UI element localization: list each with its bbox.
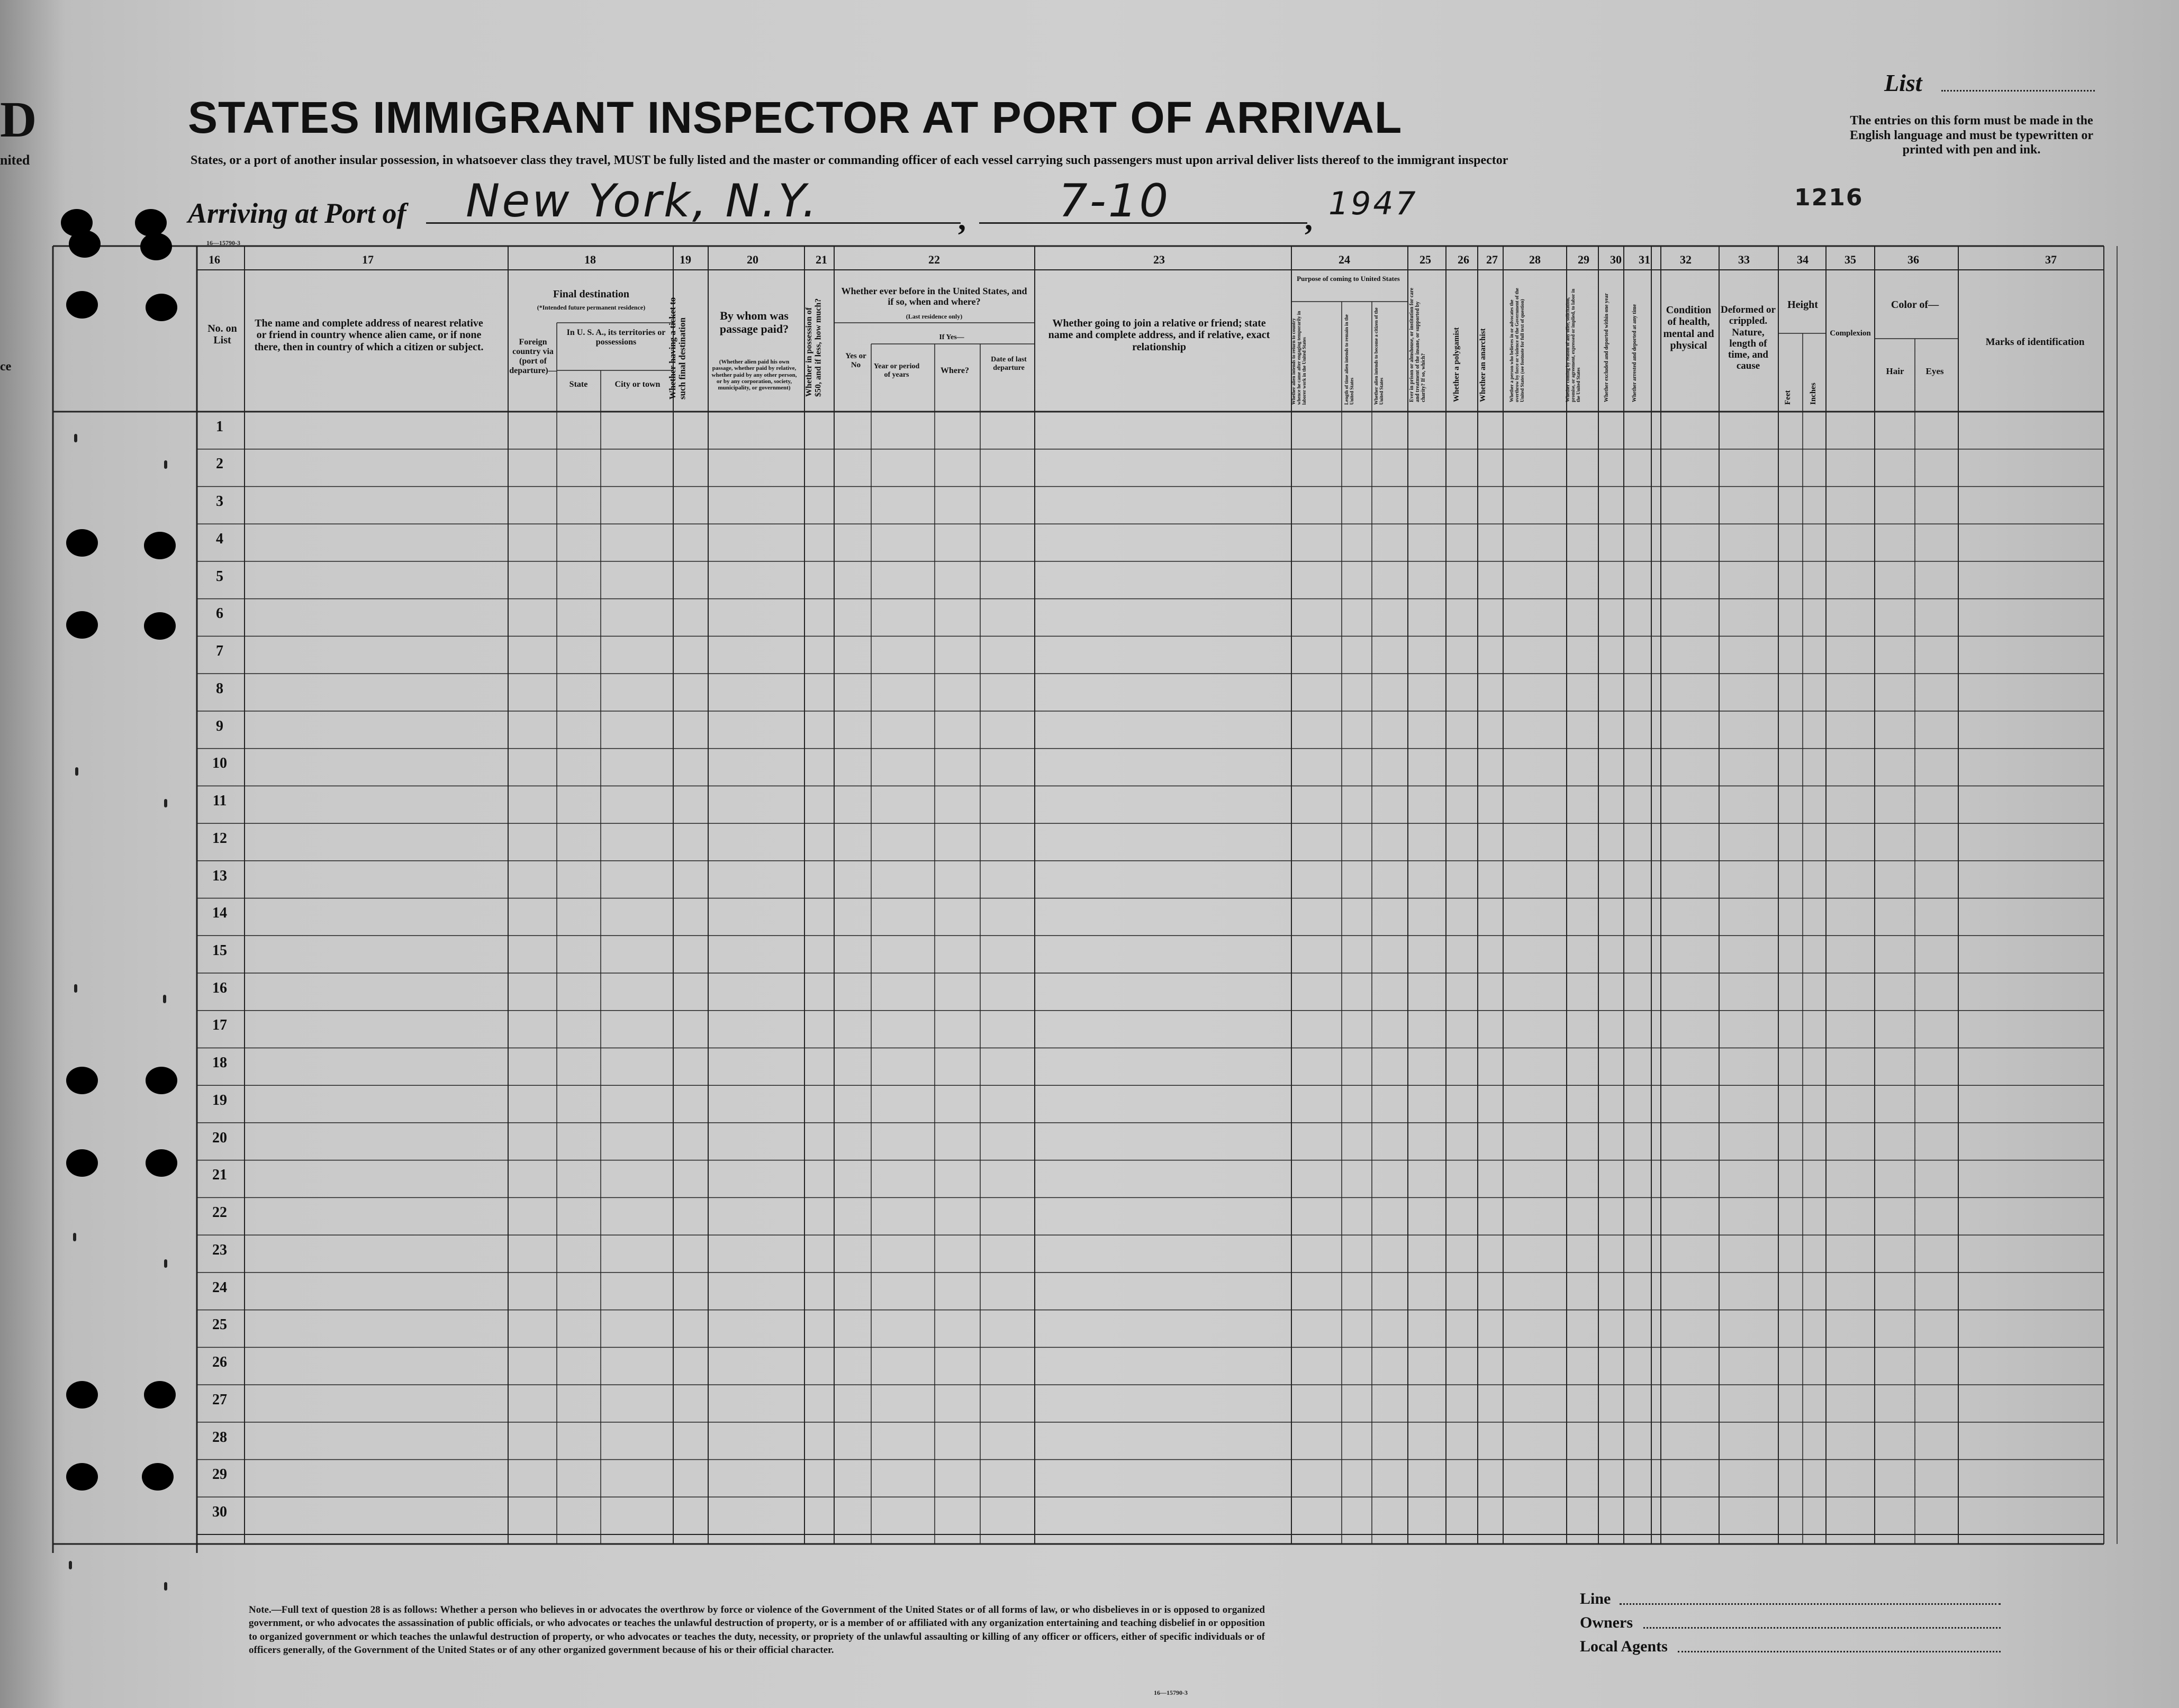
pin-mark [74,984,77,993]
header-ever-before: Whether ever before in the United States, and if so, when and where? [841,286,1027,307]
row-number: 11 [212,793,227,810]
pin-mark [69,1561,72,1569]
row-number: 13 [212,867,227,884]
header-no-on-list: No. on List [207,323,237,347]
row-number: 8 [216,680,223,697]
row-number: 29 [212,1466,227,1483]
header-purpose-sub-2: Length of time alien intends to remain in the United States [1344,314,1354,405]
colnum-24: 24 [1339,253,1350,266]
comma-2: , [1305,202,1313,237]
header-inches: Inches [1809,383,1818,405]
row-number: 21 [212,1167,227,1184]
header-final-destination: Final destination [553,288,629,300]
colnum-35: 35 [1845,253,1856,266]
row-number: 26 [212,1354,227,1371]
header-color-of: Color of— [1891,299,1939,311]
header-last-residence: (Last residence only) [906,313,963,320]
punch-hole [146,1067,177,1094]
handwritten-port: New York, N.Y. [466,175,819,228]
row-number: 6 [216,605,223,622]
footnote-question-28: Note.—Full text of question 28 is as follows: Whether a person who believes in or advocates the overthrow by force or violence of the Government of the United States or of all forms of law, or who disbelieves in or is opposed to organized government, or who advocates the assassination of public officials, or who advocates or teaches the unlawful destruction of property, or is a member of or affiliated with any organization entertaining and teaching disbelief in or opposition to organized government or which teaches the unlawful destruction of property, or who advocates or teaches the duty, necessity, or propriety of the unlawful assaulting or killing of any officer or officers, either of specific individuals or of officers generally, of the Government of the United States or of any other organized government because of his or their official character. [249,1604,1265,1656]
row-number: 2 [216,456,223,473]
colnum-36: 36 [1907,253,1919,266]
header-feet: Feet [1784,390,1792,405]
punch-hole [66,291,98,319]
header-hair: Hair [1886,366,1904,376]
row-number: 22 [212,1204,227,1221]
row-number: 20 [212,1129,227,1146]
header-purpose: Purpose of coming to United States [1297,275,1400,283]
header-state: State [569,380,588,389]
header-purpose-sub-1: Whether alien intends to return to country whence he came after engaging temporarily in laborer work in the United States [1291,311,1307,405]
punch-hole [146,294,177,321]
header-ticket: Whether having a ticket to such final destination [667,297,688,399]
colnum-37: 37 [2045,253,2057,266]
header-passage-paid-sub: (Whether alien paid his own passage, whether paid by relative, whether paid by any other person, or by any corporation, society, municipality, or government) [711,359,797,392]
colnum-25: 25 [1419,253,1431,266]
comma-1: , [958,202,966,237]
row-number: 30 [212,1503,227,1520]
agent-owners-label: Owners [1580,1614,1633,1631]
arriving-label: Arriving at Port of [188,197,406,229]
row-number: 18 [212,1055,227,1071]
colnum-29: 29 [1578,253,1589,266]
agent-line-label: Line [1580,1590,1611,1607]
header-foreign-country: Foreign country via (port of departure)— [509,338,557,375]
row-number: 1 [216,418,223,435]
row-number: 27 [212,1391,227,1408]
instructions-note: The entries on this form must be made in the English language and must be typewritten or printed with pen and ink. [1849,114,2094,157]
row-number: 19 [212,1092,227,1109]
header-going-to-join: Whether going to join a relative or friend; state name and complete address, and if relative, exact relationship [1048,317,1270,353]
header-excluded: Whether excluded and deported within one year [1604,293,1610,402]
row-number: 4 [216,530,223,547]
row-number: 24 [212,1279,227,1296]
header-eyes: Eyes [1925,366,1944,376]
row-number: 25 [212,1316,227,1333]
punch-hole [135,209,167,237]
header-passage-paid: By whom was passage paid? [719,309,789,335]
page-title: STATES IMMIGRANT INSPECTOR AT PORT OF ARRIVAL [188,93,1403,142]
colnum-19: 19 [680,253,691,266]
header-marks-identification: Marks of identification [1985,337,2085,348]
header-anarchist: Whether an anarchist [1479,328,1487,402]
colnum-26: 26 [1458,253,1469,266]
header-city-town: City or town [614,380,661,389]
punch-hole [140,233,172,260]
left-fragment-word-2: ce [0,360,12,374]
colnum-30: 30 [1610,253,1622,266]
pin-mark [164,799,167,807]
left-fragment-word: nited [0,152,30,168]
punch-hole [66,1149,98,1177]
colnum-32: 32 [1680,253,1692,266]
colnum-33: 33 [1738,253,1750,266]
colnum-17: 17 [362,253,374,266]
header-nearest-relative: The name and complete address of nearest relative or friend in country whence alien came, or if none there, then in country of which a citizen or subject. [254,317,484,353]
left-fragment-letter: D [0,91,37,148]
colnum-16: 16 [209,253,220,266]
header-height: Height [1787,299,1818,311]
punch-hole [66,529,98,557]
agent-local-agents-label: Local Agents [1580,1638,1668,1655]
colnum-27: 27 [1486,253,1498,266]
form-code-bottom: 16—15790-3 [1154,1689,1188,1696]
row-number: 3 [216,493,223,510]
punch-hole [66,611,98,639]
punch-hole [144,1381,176,1409]
colnum-21: 21 [816,253,827,266]
pin-mark [75,767,78,776]
colnum-31: 31 [1639,253,1650,266]
punch-hole [146,1149,177,1177]
header-fifty-dollars: Whether in possession of $50, and if less, how much? [804,298,823,397]
pin-mark [163,995,166,1003]
header-offer-labor: Whether coming by reason of any offer, solicitation, promise, or agreement, expressed or implied, to labor in the United States [1565,288,1581,402]
row-number: 17 [212,1017,227,1034]
punch-hole [142,1463,174,1491]
agent-local-agents-blank [1678,1651,2001,1652]
handwritten-year: 1947 [1328,185,1418,222]
colnum-34: 34 [1797,253,1809,266]
row-number: 23 [212,1241,227,1258]
header-where: Where? [941,366,969,375]
row-number: 12 [212,830,227,847]
header-purpose-sub-3: Whether alien intends to become a citizen of the United States [1373,307,1384,405]
punch-hole [69,230,101,258]
row-number: 14 [212,905,227,922]
pin-mark [164,1259,167,1268]
colnum-23: 23 [1153,253,1165,266]
punch-hole [66,1381,98,1409]
punch-hole [66,1463,98,1491]
header-polygamist: Whether a polygamist [1452,327,1461,402]
colnum-18: 18 [584,253,596,266]
row-number: 28 [212,1429,227,1446]
row-number: 10 [212,755,227,772]
row-number: 5 [216,568,223,585]
row-number: 9 [216,717,223,734]
row-number: 15 [212,942,227,959]
pin-mark [74,434,77,442]
punch-hole [144,532,176,559]
punch-hole [144,612,176,640]
agent-line-blank [1620,1603,2001,1605]
pin-mark [164,460,167,469]
header-health: Condition of health, mental and physical [1663,304,1714,352]
page-subtitle: States, or a port of another insular possession, in whatsoever class they travel, MUST be fully listed and the master or commanding officer of each vessel carrying such passengers must upon arrival deliver lists thereof to the immigrant inspector [191,153,1508,167]
header-final-destination-sub: (*Intended future permanent residence) [537,304,646,311]
handwritten-list-number: 1216 [1794,184,1864,211]
header-arrested: Whether arrested and deported at any time [1632,304,1638,402]
form-code-top: 16—15790-3 [206,239,240,247]
header-date-last-departure: Date of last departure [991,356,1027,372]
colnum-20: 20 [747,253,758,266]
header-complexion: Complexion [1830,329,1871,338]
header-year-period: Year or period of years [873,362,920,379]
list-label: List [1884,69,1922,96]
agent-owners-blank [1643,1627,2001,1629]
header-prison: Ever in prison or almshouse, or institution for care and treatment of the insane, or supported by charity? If so, which? [1409,287,1426,402]
colnum-28: 28 [1529,253,1541,266]
pin-mark [164,1582,167,1591]
row-number: 7 [216,643,223,660]
colnum-22: 22 [928,253,940,266]
handwritten-date: 7-10 [1059,175,1171,228]
header-overthrow: Whether a person who believes in or advocates the overthrow by force or violence of the Government of the United States (see footnote for full text of question) [1509,288,1525,402]
punch-hole [66,1067,98,1094]
header-yes-no: Yes or No [845,352,866,369]
header-if-yes: If Yes— [939,333,964,341]
header-deformed: Deformed or crippled. Nature, length of time, and cause [1721,304,1776,372]
pin-mark [73,1233,76,1241]
header-in-usa: In U. S. A., its territories or possessions [566,328,666,347]
row-number: 16 [212,979,227,996]
